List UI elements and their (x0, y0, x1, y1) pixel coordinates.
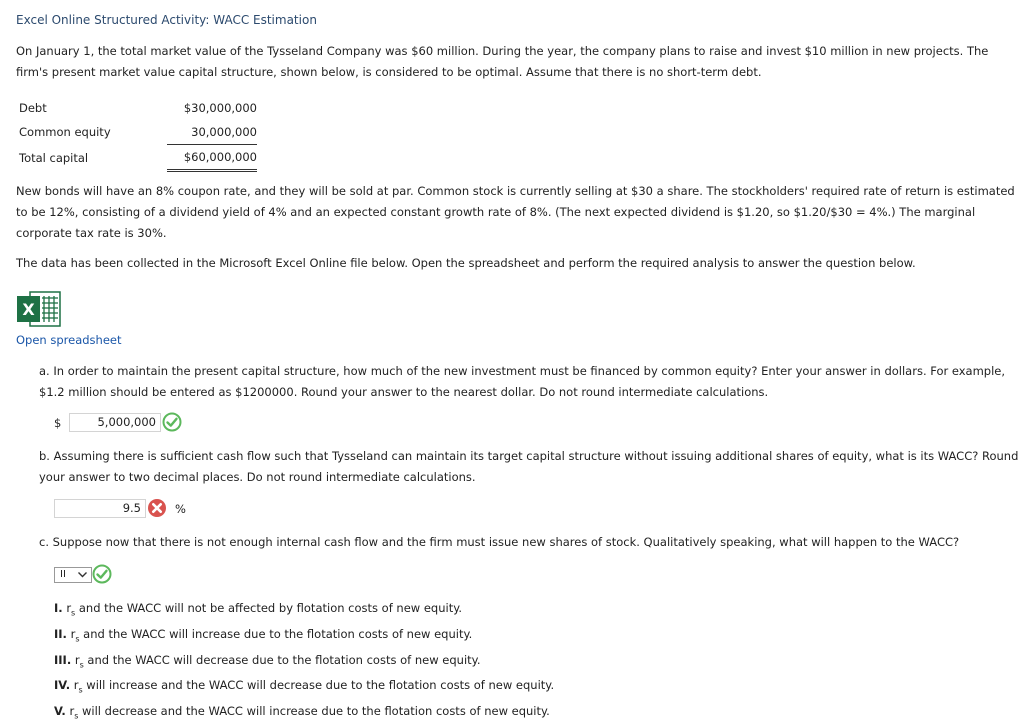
open-spreadsheet-link[interactable]: Open spreadsheet (16, 333, 122, 347)
check-circle-icon (92, 564, 112, 584)
capital-structure-table (16, 96, 257, 172)
answer-b-input[interactable]: 9.5 (54, 499, 146, 518)
excel-icon[interactable] (16, 290, 62, 328)
svg-text:X: X (22, 300, 35, 319)
list-item: I. $r_s$ and the WACC will not be affected by flotation costs of new equity. (54, 601, 463, 618)
page-title: Excel Online Structured Activity: WACC Estimation (16, 13, 317, 27)
answer-a-input[interactable]: 5,000,000 (69, 413, 161, 432)
list-item: III. $r_s$ and the WACC will decrease due to the flotation costs of new equity. (54, 652, 481, 669)
chevron-down-icon (77, 569, 88, 585)
table-row (16, 96, 257, 120)
x-circle-icon (147, 498, 167, 518)
currency-prefix: $ (54, 416, 62, 430)
table-row (16, 120, 257, 145)
question-c: c. Suppose now that there is not enough internal cash flow and the firm must issue new shares of stock. Qualitatively speaking, what will happen to the WACC? (39, 535, 960, 549)
check-circle-icon (162, 412, 182, 432)
list-item: V. $r_s$ will decrease and the WACC will increase due to the flotation costs of new equity. (54, 704, 550, 721)
answer-options-list (54, 598, 554, 727)
row-value: $30,000,000 (183, 101, 257, 115)
table-row (16, 145, 257, 171)
selected-option: II (60, 569, 66, 580)
data-note: The data has been collected in the Microsoft Excel Online file below. Open the spreadsheet and perform the required analysis to answer the question below. (16, 256, 916, 270)
question-a: a. In order to maintain the present capital structure, how much of the new investment must be financed by common equity? Enter your answer in dollars. For example, $1.2 million should be entered as $1200000. Round your answer to the nearest dollar. Do not round intermediate calculations. (39, 364, 1006, 399)
list-item: IV. $r_s$ will increase and the WACC will decrease due to the flotation costs of new equity. (54, 678, 555, 695)
details-paragraph: New bonds will have an 8% coupon rate, and they will be sold at par. Common stock is currently selling at $30 a share. The stockholders' required rate of return is estimated to be 12%, consisting of a dividend yield of 4% and an expected constant growth rate of 8%. (The next expected dividend is $1.20, so $1.20/$30 = 4%.) The marginal corporate tax rate is 30%. (16, 184, 1015, 240)
row-label: Total capital (19, 150, 89, 165)
row-value: 30,000,000 (167, 120, 257, 145)
row-value: $60,000,000 (167, 145, 257, 171)
intro-paragraph: On January 1, the total market value of the Tysseland Company was $60 million. During the year, the company plans to raise and invest $10 million in new projects. The firm's present market value capital structure, shown below, is considered to be optimal. Assume that there is no short-term debt. (16, 44, 989, 79)
answer-c-dropdown[interactable] (54, 567, 92, 583)
list-item: II. $r_s$ and the WACC will increase due to the flotation costs of new equity. (54, 626, 473, 644)
row-label: Common equity (19, 125, 111, 140)
question-b: b. Assuming there is sufficient cash flow such that Tysseland can maintain its target capital structure without issuing additional shares of equity, what is its WACC? Round your answer to two decimal places. Do not round intermediate calculations. (39, 449, 1019, 484)
percent-suffix: % (175, 502, 186, 516)
row-label: Debt (19, 101, 47, 115)
